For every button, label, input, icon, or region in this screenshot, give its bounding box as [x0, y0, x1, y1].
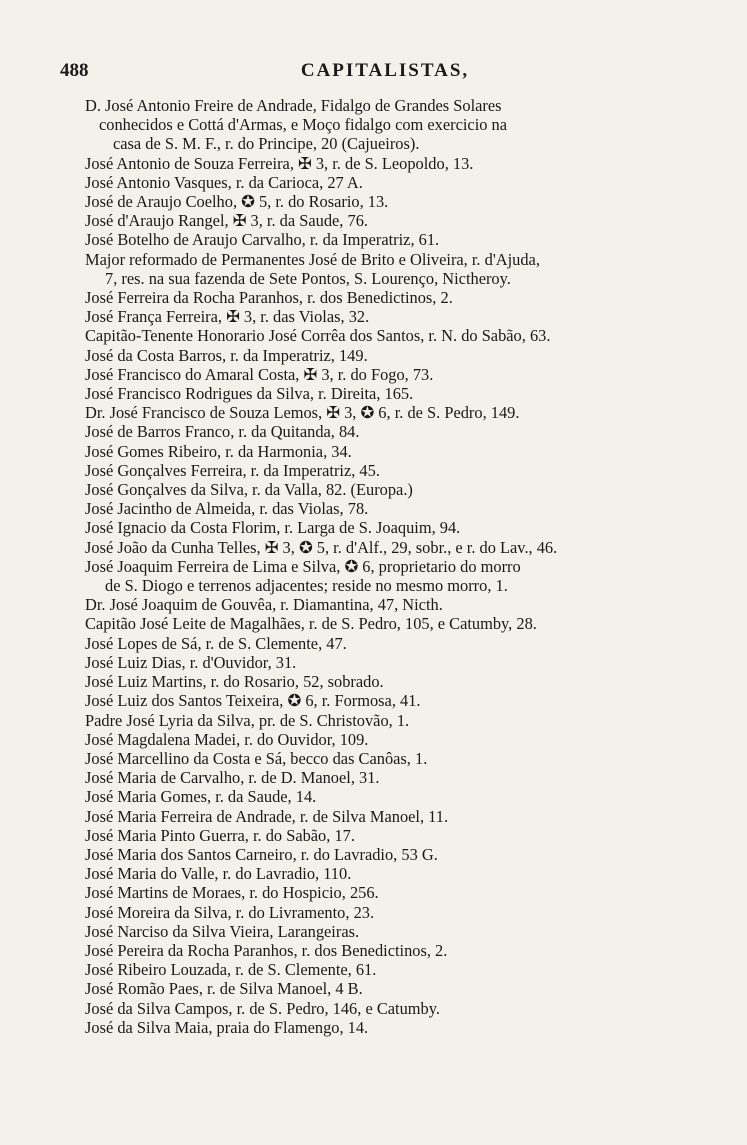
entry	[85, 192, 715, 211]
entry-line: José Joaquim Ferreira de Lima e Silva, ✪ 6, proprietario do morro	[85, 556, 521, 576]
entry	[85, 403, 715, 422]
entry-line: D. José Antonio Freire de Andrade, Fidalgo de Grandes Solares	[85, 96, 502, 115]
entry-line: José Maria Ferreira de Andrade, r. de Silva Manoel, 11.	[85, 806, 449, 826]
entry-line: José Lopes de Sá, r. de S. Clemente, 47.	[85, 633, 347, 653]
entry-continuation: casa de S. M. F., r. do Principe, 20 (Cajueiros).	[113, 134, 420, 154]
entry	[85, 154, 715, 173]
entry-continuation: de S. Diogo e terrenos adjacentes; reside no mesmo morro, 1.	[105, 576, 508, 596]
entry	[85, 941, 715, 960]
entry-line: José Francisco Rodrigues da Silva, r. Direita, 165.	[85, 384, 414, 404]
entry-line: José Maria de Carvalho, r. de D. Manoel, 31.	[85, 768, 380, 788]
entry-line: José Luiz dos Santos Teixeira, ✪ 6, r. Formosa, 41.	[85, 691, 421, 711]
entry	[85, 864, 715, 883]
entry	[85, 903, 715, 922]
page-header	[60, 58, 710, 86]
entry	[85, 979, 715, 998]
entry-line: José Maria Pinto Guerra, r. do Sabão, 17.	[85, 825, 355, 845]
entry-line: José Luiz Martins, r. do Rosario, 52, sobrado.	[85, 672, 384, 692]
entry	[85, 711, 715, 730]
entry-line: José Antonio Vasques, r. da Carioca, 27 A.	[85, 172, 363, 192]
entry-line: José da Silva Campos, r. de S. Pedro, 146, e Catumby.	[85, 998, 440, 1018]
entry	[85, 999, 715, 1018]
entry-line: Capitão José Leite de Magalhães, r. de S. Pedro, 105, e Catumby, 28.	[85, 614, 537, 634]
entry-line: José Francisco do Amaral Costa, ✠ 3, r. do Fogo, 73.	[85, 364, 434, 384]
entry	[85, 730, 715, 749]
entry	[85, 461, 715, 480]
entry-line: José Ferreira da Rocha Paranhos, r. dos Benedictinos, 2.	[85, 288, 453, 308]
entry-line: José Pereira da Rocha Paranhos, r. dos Benedictinos, 2.	[85, 940, 448, 960]
entry-line: José João da Cunha Telles, ✠ 3, ✪ 5, r. d'Alf., 29, sobr., e r. do Lav., 46.	[85, 537, 558, 557]
entry-line: José de Barros Franco, r. da Quitanda, 84.	[85, 422, 360, 442]
entry-line: José da Costa Barros, r. da Imperatriz, 149.	[85, 345, 368, 365]
entry	[85, 922, 715, 941]
entry	[85, 173, 715, 192]
entry-line: José França Ferreira, ✠ 3, r. das Violas, 32.	[85, 307, 370, 327]
entry-line: José Ignacio da Costa Florim, r. Larga de S. Joaquim, 94.	[85, 518, 461, 538]
entry-line: José Gonçalves da Silva, r. da Valla, 82. (Europa.)	[85, 480, 413, 500]
entry-list	[85, 96, 715, 1037]
entry	[85, 653, 715, 672]
entry-line: Major reformado de Permanentes José de Brito e Oliveira, r. d'Ajuda,	[85, 249, 540, 269]
entry	[85, 749, 715, 768]
entry-line: José Gonçalves Ferreira, r. da Imperatriz, 45.	[85, 460, 380, 480]
entry-line: José Narciso da Silva Vieira, Larangeiras.	[85, 921, 360, 941]
entry-line: Dr. José Joaquim de Gouvêa, r. Diamantina, 47, Nicth.	[85, 595, 443, 615]
entry-line: José Romão Paes, r. de Silva Manoel, 4 B.	[85, 979, 363, 999]
entry	[85, 442, 715, 461]
entry	[85, 672, 715, 691]
entry	[85, 346, 715, 365]
entry	[85, 691, 715, 710]
running-head: CAPITALISTAS,	[300, 60, 470, 81]
entry	[85, 787, 715, 806]
entry-line: José da Silva Maia, praia do Flamengo, 14.	[85, 1017, 369, 1037]
entry	[85, 538, 715, 557]
entry	[85, 384, 715, 403]
entry-line: José Maria dos Santos Carneiro, r. do Lavradio, 53 G.	[85, 844, 438, 864]
entry-line: José Maria do Valle, r. do Lavradio, 110.	[85, 864, 352, 884]
entry	[85, 288, 715, 307]
entry	[85, 595, 715, 614]
entry	[85, 883, 715, 902]
entry	[85, 826, 715, 845]
entry-line: José Botelho de Araujo Carvalho, r. da Imperatriz, 61.	[85, 230, 440, 250]
entry	[85, 557, 715, 595]
entry-line: José Marcellino da Costa e Sá, becco das Canôas, 1.	[85, 748, 428, 768]
entry	[85, 326, 715, 345]
entry	[85, 960, 715, 979]
entry	[85, 807, 715, 826]
entry	[85, 211, 715, 230]
entry	[85, 422, 715, 441]
entry-line: Capitão-Tenente Honorario José Corrêa dos Santos, r. N. do Sabão, 63.	[85, 326, 551, 346]
entry-continuation: 7, res. na sua fazenda de Sete Pontos, S. Lourenço, Nictheroy.	[105, 268, 511, 288]
entry-line: Dr. José Francisco de Souza Lemos, ✠ 3, ✪ 6, r. de S. Pedro, 149.	[85, 403, 520, 423]
entry-line: José Jacintho de Almeida, r. das Violas, 78.	[85, 499, 369, 519]
entry-line: José Martins de Moraes, r. do Hospicio, 256.	[85, 883, 379, 903]
entry-line: José Luiz Dias, r. d'Ouvidor, 31.	[85, 652, 297, 672]
entry	[85, 845, 715, 864]
entry	[85, 250, 715, 288]
entry-line: José d'Araujo Rangel, ✠ 3, r. da Saude, 76.	[85, 211, 368, 231]
entry-line: José Moreira da Silva, r. do Livramento, 23.	[85, 902, 375, 922]
entry-line: José Gomes Ribeiro, r. da Harmonia, 34.	[85, 441, 352, 461]
entry-line: Padre José Lyria da Silva, pr. de S. Christovão, 1.	[85, 710, 410, 730]
entry	[85, 307, 715, 326]
entry	[85, 1018, 715, 1037]
entry-line: José Antonio de Souza Ferreira, ✠ 3, r. de S. Leopoldo, 13.	[85, 153, 474, 173]
entry-line: José Magdalena Madei, r. do Ouvidor, 109.	[85, 729, 369, 749]
entry-line: José de Araujo Coelho, ✪ 5, r. do Rosario, 13.	[85, 192, 389, 212]
entry	[85, 499, 715, 518]
entry	[85, 518, 715, 537]
entry-continuation: conhecidos e Cottá d'Armas, e Moço fidalgo com exercicio na	[99, 115, 508, 135]
page-number: 488	[60, 60, 89, 81]
entry	[85, 230, 715, 249]
entry	[85, 365, 715, 384]
entry	[85, 614, 715, 633]
entry	[85, 96, 715, 154]
entry	[85, 480, 715, 499]
entry	[85, 634, 715, 653]
entry-line: José Maria Gomes, r. da Saude, 14.	[85, 787, 317, 807]
entry-line: José Ribeiro Louzada, r. de S. Clemente, 61.	[85, 960, 377, 980]
entry	[85, 768, 715, 787]
